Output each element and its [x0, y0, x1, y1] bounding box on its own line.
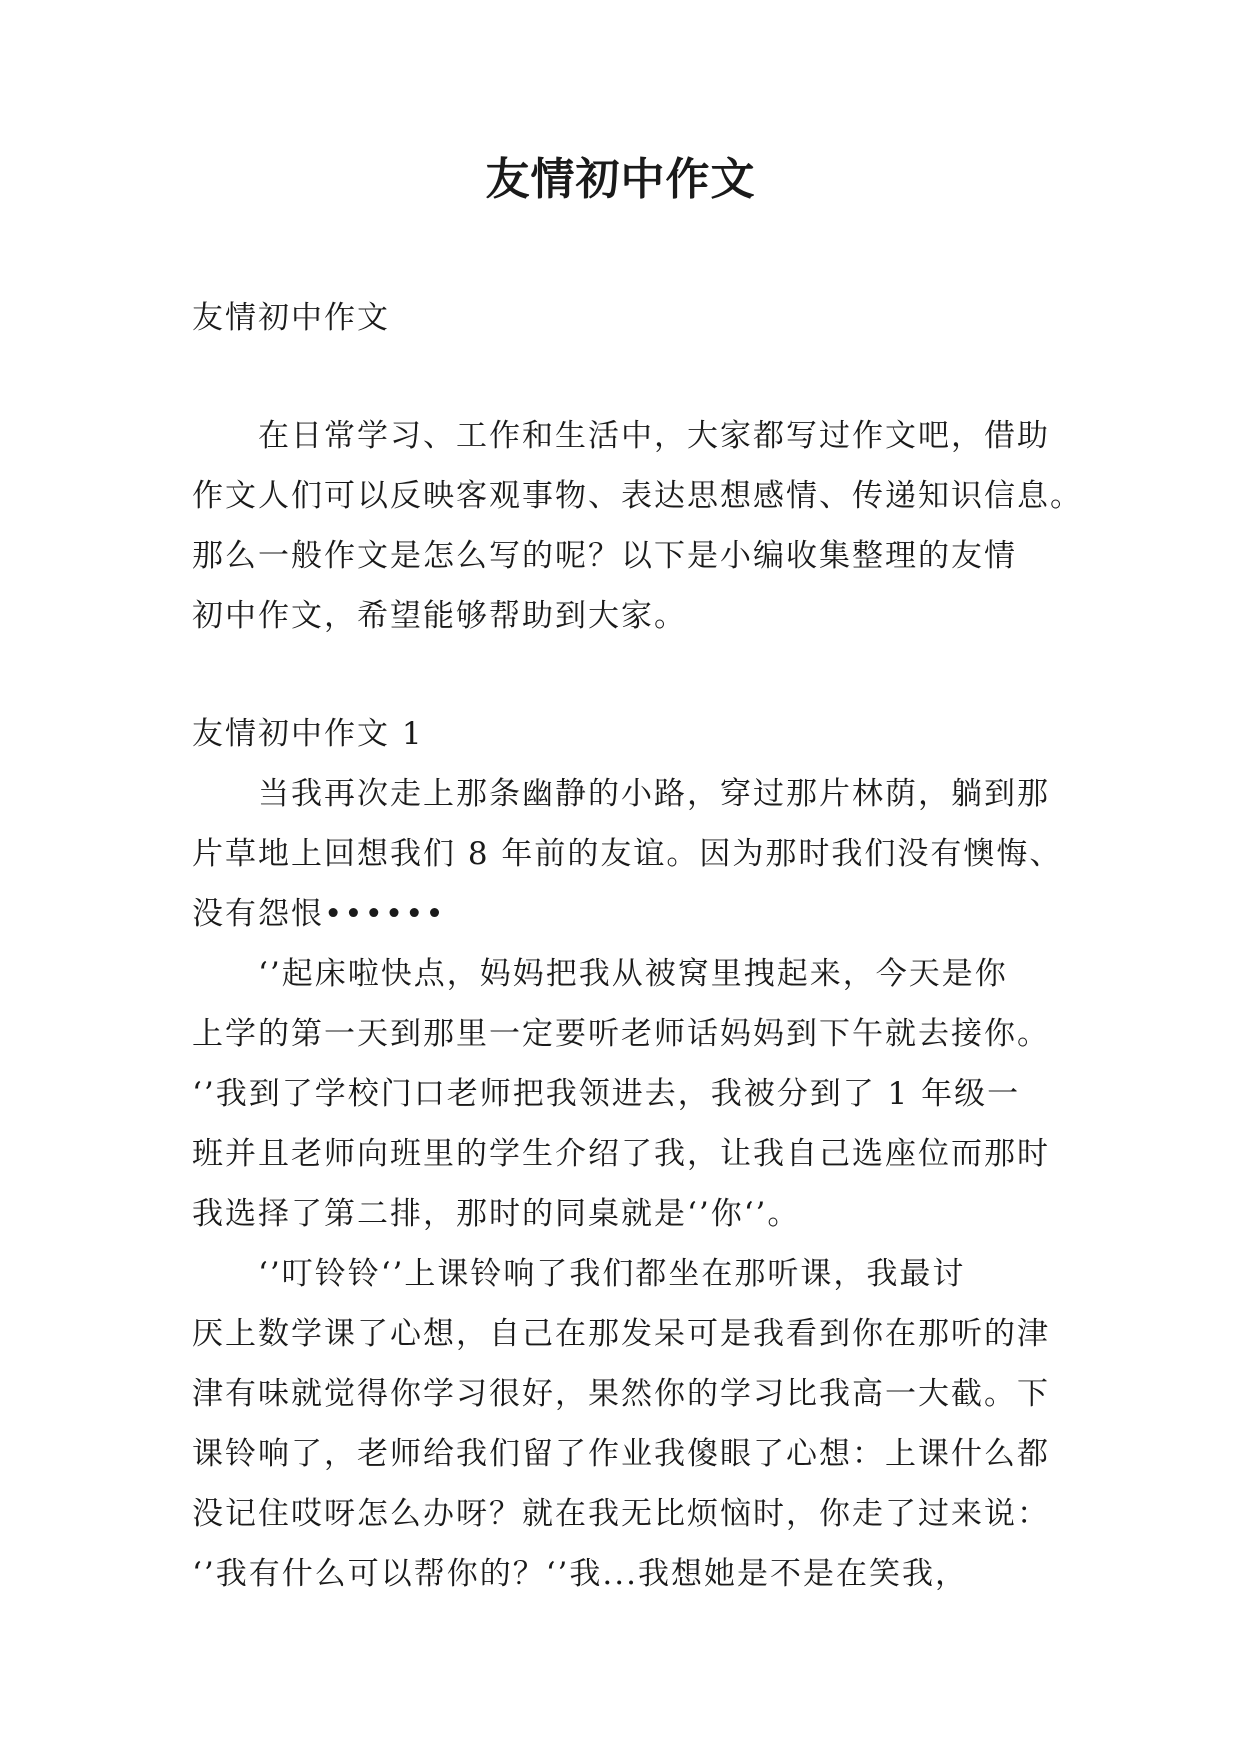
paragraph-line: 上学的第一天到那里一定要听老师话妈妈到下午就去接你。	[192, 1016, 1050, 1052]
paragraph-line: 作文人们可以反映客观事物、表达思想感情、传递知识信息。	[192, 478, 1083, 514]
section-heading: 友情初中作文 1	[192, 716, 424, 752]
paragraph-line: 初中作文，希望能够帮助到大家。	[192, 598, 687, 634]
paragraph-line: 津有味就觉得你学习很好，果然你的学习比我高一大截。下	[192, 1376, 1050, 1412]
paragraph-line: 当我再次走上那条幽静的小路，穿过那片林荫，躺到那	[192, 776, 1050, 812]
paragraph-line: 没记住哎呀怎么办呀？就在我无比烦恼时，你走了过来说：	[192, 1496, 1050, 1532]
paragraph-line: ‘’起床啦快点，妈妈把我从被窝里拽起来，今天是你	[192, 956, 1008, 992]
paragraph-line: ‘’我到了学校门口老师把我领进去，我被分到了 1 年级一	[192, 1076, 1021, 1112]
paragraph-line: 班并且老师向班里的学生介绍了我，让我自己选座位而那时	[192, 1136, 1050, 1172]
paragraph-line: ‘’我有什么可以帮你的？‘’我...我想她是不是在笑我，	[192, 1556, 968, 1592]
paragraph-line: 我选择了第二排，那时的同桌就是‘’你‘’。	[192, 1196, 801, 1232]
paragraph-line: 没有怨恨••••••	[192, 896, 446, 932]
paragraph-line: ‘’叮铃铃‘’上课铃响了我们都坐在那听课，我最讨	[192, 1256, 966, 1292]
paragraph-line: 片草地上回想我们 8 年前的友谊。因为那时我们没有懊悔、	[192, 836, 1063, 872]
paragraph-line: 那么一般作文是怎么写的呢？以下是小编收集整理的友情	[192, 538, 1017, 574]
paragraph-line: 厌上数学课了心想，自己在那发呆可是我看到你在那听的津	[192, 1316, 1050, 1352]
document-title: 友情初中作文	[485, 154, 756, 205]
subtitle-line: 友情初中作文	[192, 300, 390, 336]
paragraph-line: 课铃响了，老师给我们留了作业我傻眼了心想：上课什么都	[192, 1436, 1050, 1472]
paragraph-line: 在日常学习、工作和生活中，大家都写过作文吧，借助	[192, 418, 1050, 454]
